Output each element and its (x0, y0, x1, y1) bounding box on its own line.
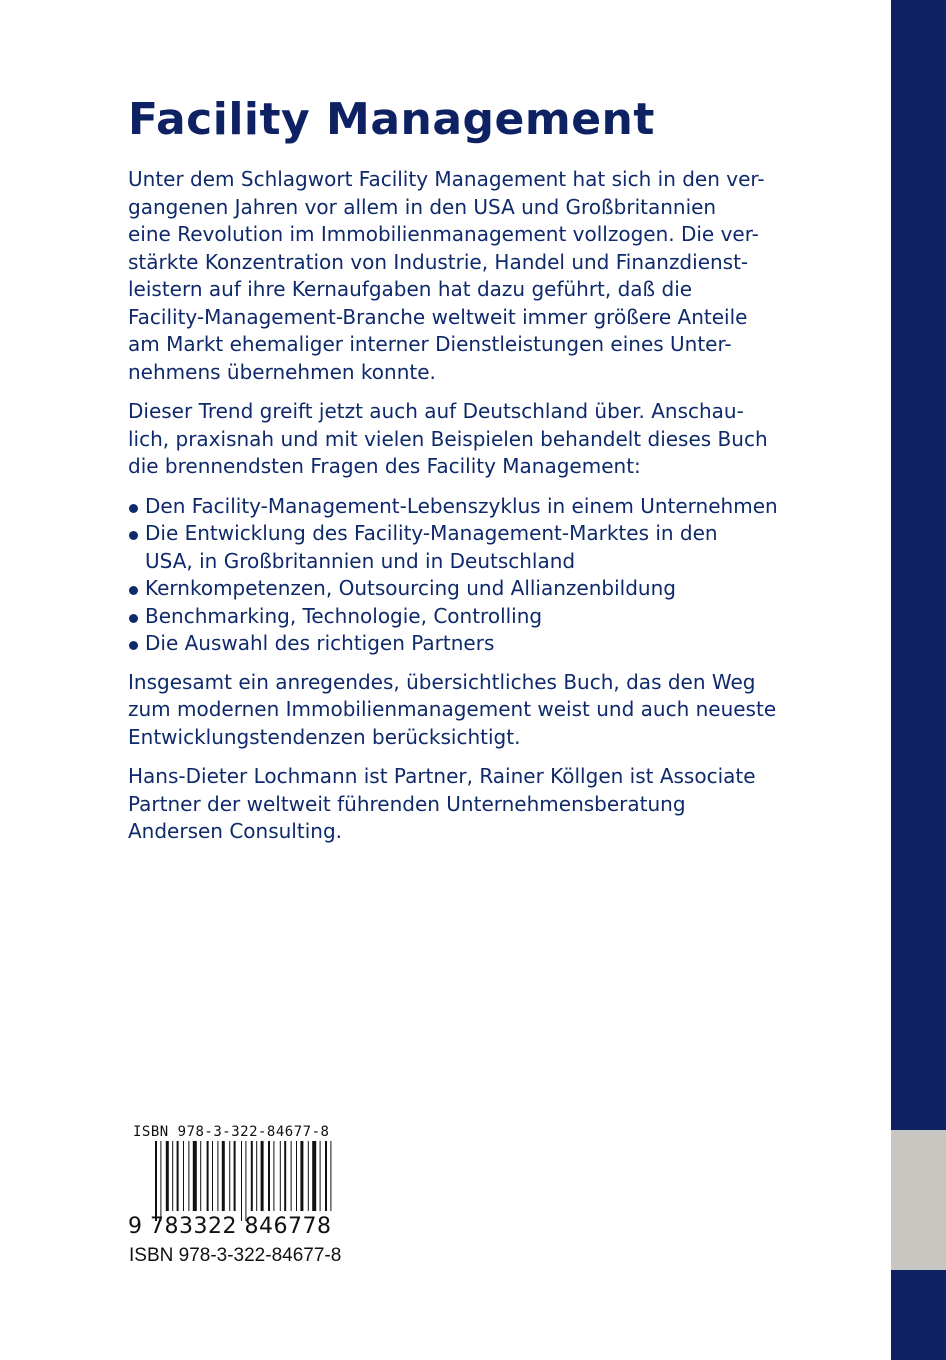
list-item (128, 575, 778, 603)
book-title: Facility Management (128, 94, 655, 145)
text-line: Andersen Consulting. (128, 819, 342, 843)
list-item (128, 603, 778, 631)
barcode-bar (245, 1141, 246, 1221)
bullet-icon (129, 504, 138, 513)
topic-list (128, 493, 778, 658)
barcode-bar (308, 1141, 309, 1211)
barcode-bar (325, 1141, 327, 1211)
text-line: die brennendsten Fragen des Facility Management: (128, 454, 641, 478)
barcode-bar (268, 1141, 270, 1211)
barcode-digits: 9 783322 846778 (128, 1214, 332, 1239)
list-item (128, 493, 778, 521)
bullet-icon (129, 641, 138, 650)
isbn-label-bottom: ISBN 978-3-322-84677-8 (129, 1245, 342, 1266)
barcode-bar (284, 1141, 286, 1211)
barcode-image (155, 1141, 335, 1221)
barcode-bar (330, 1141, 331, 1211)
text-line: Partner der weltweit führenden Unternehmensberatung (128, 791, 686, 816)
text-line: eine Revolution im Immobilienmanagement vollzogen. Die ver- (128, 222, 759, 246)
barcode-bar (320, 1141, 321, 1211)
paragraph-trend (128, 398, 778, 481)
spine-band-bottom (891, 1270, 946, 1360)
list-item-text: Den Facility-Management-Lebenszyklus in einem Unternehmen (145, 493, 778, 518)
text-line: Facility-Management-Branche weltweit immer größere Anteile (128, 304, 748, 329)
bullet-icon (129, 614, 138, 623)
list-item-text: Benchmarking, Technologie, Controlling (145, 603, 543, 628)
barcode-bar (217, 1141, 218, 1211)
barcode-bar (212, 1141, 213, 1211)
text-line: Hans-Dieter Lochmann ist Partner, Rainer Köllgen ist Associate (128, 764, 756, 788)
barcode-bar (241, 1141, 242, 1221)
text-line: stärkte Konzentration von Industrie, Handel und Finanzdienst- (128, 249, 749, 274)
barcode-bar (177, 1141, 179, 1211)
isbn-label-top: ISBN 978-3-322-84677-8 (133, 1124, 330, 1140)
barcode-bar (200, 1141, 201, 1211)
barcode-bar (183, 1141, 184, 1211)
barcode-bar (229, 1141, 230, 1211)
text-line: am Markt ehemaliger interner Dienstleistungen eines Unter- (128, 332, 732, 356)
barcode-bar (234, 1141, 236, 1211)
text-line: Unter dem Schlagwort Facility Management hat sich in den ver- (128, 167, 765, 191)
barcode-bar (300, 1141, 303, 1211)
paragraph-intro (128, 166, 778, 386)
text-line: Dieser Trend greift jetzt auch auf Deutschland über. Anschau- (128, 399, 744, 423)
list-item-text: Kernkompetenzen, Outsourcing und Allianzenbildung (145, 576, 676, 600)
text-line: Entwicklungstendenzen berücksichtigt. (128, 724, 521, 749)
text-line: zum modernen Immobilienmanagement weist und auch neueste (128, 697, 777, 721)
barcode-bar (188, 1141, 189, 1211)
bullet-icon (129, 531, 138, 540)
spine-band-middle (891, 1130, 946, 1270)
barcode-bar (166, 1141, 169, 1211)
list-item (128, 630, 778, 658)
barcode-bar (222, 1141, 225, 1211)
paragraph-summary (128, 669, 778, 752)
barcode-bar (193, 1141, 197, 1211)
list-item-text: Die Entwicklung des Facility-Management-Marktes in den (145, 521, 718, 545)
text-line: nehmens übernehmen konnte. (128, 359, 436, 384)
bullet-icon (129, 586, 138, 595)
barcode-bar (296, 1141, 297, 1211)
list-item-text: USA, in Großbritannien und in Deutschland (145, 548, 576, 573)
text-line: gangenen Jahren vor allem in den USA und Großbritannien (128, 194, 717, 219)
text-line: lich, praxisnah und mit vielen Beispielen behandelt dieses Buch (128, 426, 768, 451)
list-item (128, 520, 778, 575)
barcode-bar (291, 1141, 292, 1211)
barcode-bar (155, 1141, 157, 1221)
barcode-bar (256, 1141, 257, 1211)
barcode-bar (207, 1141, 209, 1211)
spine-band-top (891, 0, 946, 1130)
barcode-bar (273, 1141, 274, 1211)
barcode-bar (312, 1141, 316, 1211)
barcode-bar (251, 1141, 253, 1211)
text-line: Insgesamt ein anregendes, übersichtliches Buch, das den Weg (128, 669, 756, 694)
list-item-text: Die Auswahl des richtigen Partners (145, 631, 495, 655)
text-line: leistern auf ihre Kernaufgaben hat dazu geführt, daß die (128, 277, 693, 301)
barcode-bar (160, 1141, 161, 1221)
barcode-bar (172, 1141, 173, 1211)
barcode-bar (280, 1141, 281, 1211)
back-cover-text (128, 92, 778, 846)
paragraph-authors (128, 763, 778, 846)
barcode-bar (261, 1141, 264, 1211)
